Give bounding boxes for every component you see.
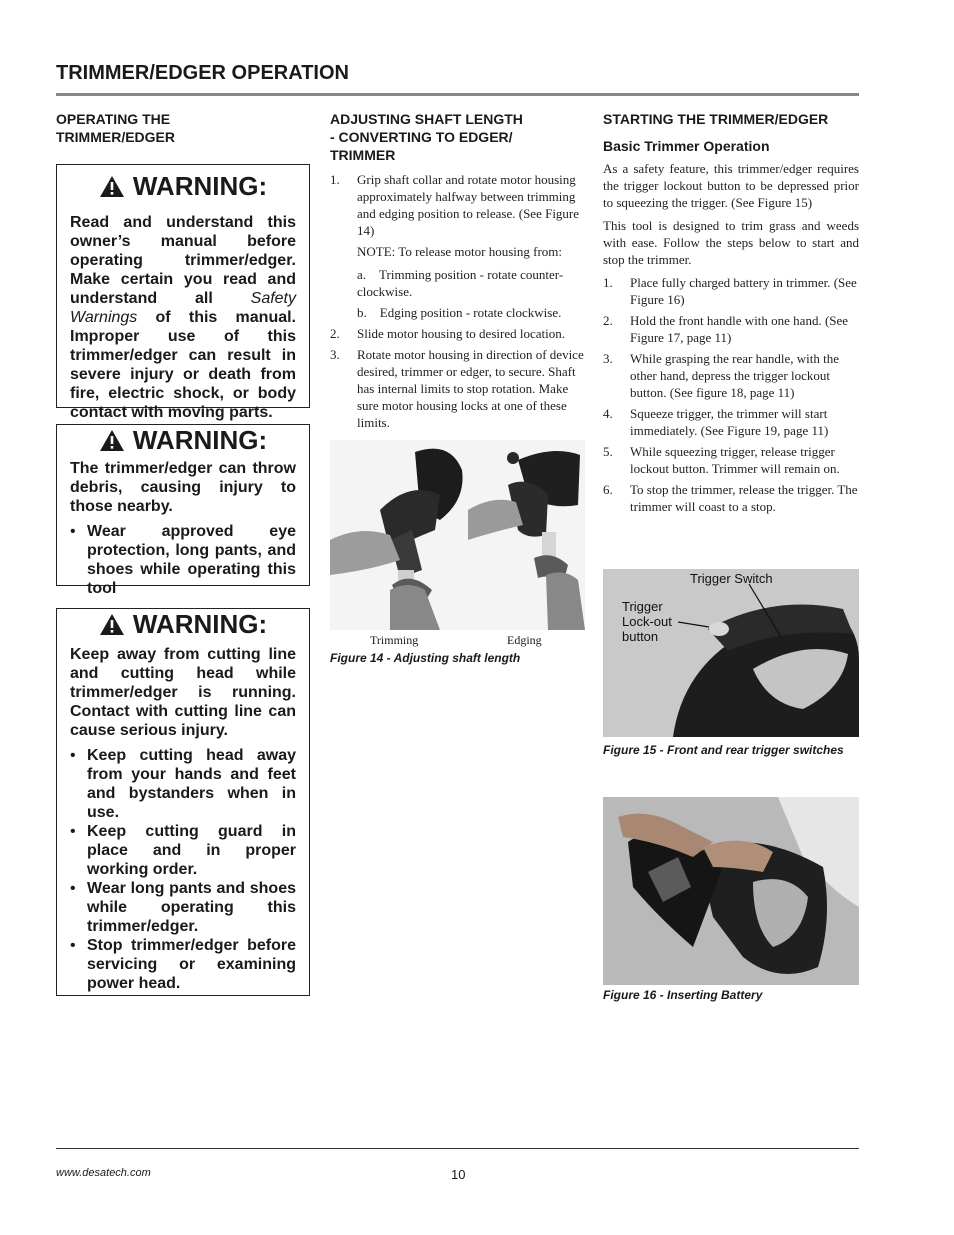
figure-14-label-trimming: Trimming — [370, 633, 419, 647]
list-item: 6. To stop the trimmer, release the trigger. The trimmer will coast to a stop. — [603, 482, 858, 514]
list-item: 2. Hold the front handle with one hand. (See Figure 17, page 11) — [603, 313, 849, 345]
list-item: 1. Place fully charged battery in trimmer. (See Figure 16) — [603, 275, 857, 307]
starting-text — [603, 160, 859, 519]
warning-1-text: Read and understand this owner’s manual before operating trimmer/edger. Make certain you read and understand all Safety Warnings of this manual. Improper use of this trimmer/edger can result in severe injury or death from fire, electric shock, or body contact with moving parts. — [70, 214, 296, 421]
basic-operation-subheading: Basic Trimmer Operation — [603, 138, 770, 154]
adjusting-heading: ADJUSTING SHAFT LENGTH - CONVERTING TO EDGER/ TRIMMER — [330, 111, 523, 163]
list-item: 5. While squeezing trigger, release trigger lockout button. Trimmer will remain on. — [603, 444, 840, 476]
footer-url: www.desatech.com — [56, 1167, 151, 1179]
trigger-lockout-label: Trigger Lock-out button — [622, 599, 672, 644]
list-item: 4. Squeeze trigger, the trimmer will start immediately. (See Figure 19, page 11) — [603, 406, 829, 438]
figure-15-caption: Figure 15 - Front and rear trigger switches — [603, 743, 844, 757]
warning-heading: WARNING: — [57, 425, 309, 455]
operating-heading: OPERATING THE TRIMMER/EDGER — [56, 111, 175, 145]
warning-triangle-icon — [99, 175, 125, 198]
list-item: 1. Grip shaft collar and rotate motor housing approximately halfway between trimming and edging position to release. (See Figure 14) — [330, 172, 580, 238]
header-rule — [56, 93, 859, 96]
starting-heading: STARTING THE TRIMMER/EDGER — [603, 111, 829, 127]
figure-14-label-edging: Edging — [507, 633, 542, 647]
list-item: 3. While grasping the rear handle, with the other hand, depress the trigger lockout button. (See figure 18, page 11) — [603, 351, 840, 400]
figure-15-photo — [603, 569, 859, 737]
list-item: • Wear approved eye protection, long pants, and shoes while operating this tool — [70, 522, 296, 598]
warning-triangle-icon — [99, 429, 125, 452]
list-item: • Keep cutting head away from your hands and feet and bystanders when in use. — [70, 746, 296, 822]
warning-box-2 — [56, 424, 310, 597]
list-item: 2. Slide motor housing to desired location. — [330, 326, 565, 341]
list-item: • Keep cutting guard in place and in proper working order. — [70, 822, 296, 879]
note-text: NOTE: To release motor housing from: — [357, 244, 563, 259]
figure-14-caption: Figure 14 - Adjusting shaft length — [330, 651, 521, 665]
figure-16-caption: Figure 16 - Inserting Battery — [603, 988, 763, 1002]
sub-step-a: a. Trimming position - rotate counter-clockwise. — [357, 267, 564, 299]
warning-heading: WARNING: — [57, 609, 309, 639]
figure-14-trimming-photo — [330, 440, 468, 630]
warning-3-text: Keep away from cutting line and cutting head while trimmer/edger is running. Contact with cutting line can cause serious injury. • Keep cutting head away from your hands and feet and bystanders when in use. • Keep cutting guard in place and in proper working order. • Wear long pants and shoes while operating this trimmer/edger. • Stop trimmer/edger before servicing or examining power head. — [57, 645, 309, 993]
paragraph: As a safety feature, this trimmer/edger requires the trigger lockout button to be depressed prior to squeezing the trigger. (See Figure 15) — [603, 161, 859, 210]
warning-2-list — [70, 522, 296, 598]
sub-step-b: b. Edging position - rotate clockwise. — [357, 305, 562, 320]
list-item: • Stop trimmer/edger before servicing or examining power head. — [70, 936, 296, 993]
list-item: 3. Rotate motor housing in direction of device desired, trimmer or edger, to secure. Shaft has internal limits to stop rotation. Make sure motor housing locks at one of these limits. — [330, 347, 584, 430]
footer-rule — [56, 1148, 859, 1149]
warning-heading: WARNING: — [57, 171, 309, 201]
page-number: 10 — [451, 1167, 466, 1182]
list-item: • Wear long pants and shoes while operating this trimmer/edger. — [70, 879, 296, 936]
warning-2-text: The trimmer/edger can throw debris, causing injury to those nearby. • Wear approved eye protection, long pants, and shoes while operating this tool — [57, 459, 309, 598]
warning-3-list — [70, 746, 296, 993]
warning-box-3 — [56, 608, 310, 996]
paragraph: This tool is designed to trim grass and weeds with ease. Follow the steps below to start and stop the trimmer. — [603, 218, 859, 267]
warning-triangle-icon — [99, 613, 125, 636]
warning-box-1 — [56, 164, 310, 421]
figure-14-edging-photo — [468, 440, 585, 630]
trigger-switch-label: Trigger Switch — [690, 571, 773, 586]
figure-16-photo — [603, 797, 859, 985]
adjusting-steps — [330, 171, 585, 440]
page-title: TRIMMER/EDGER OPERATION — [56, 62, 349, 84]
